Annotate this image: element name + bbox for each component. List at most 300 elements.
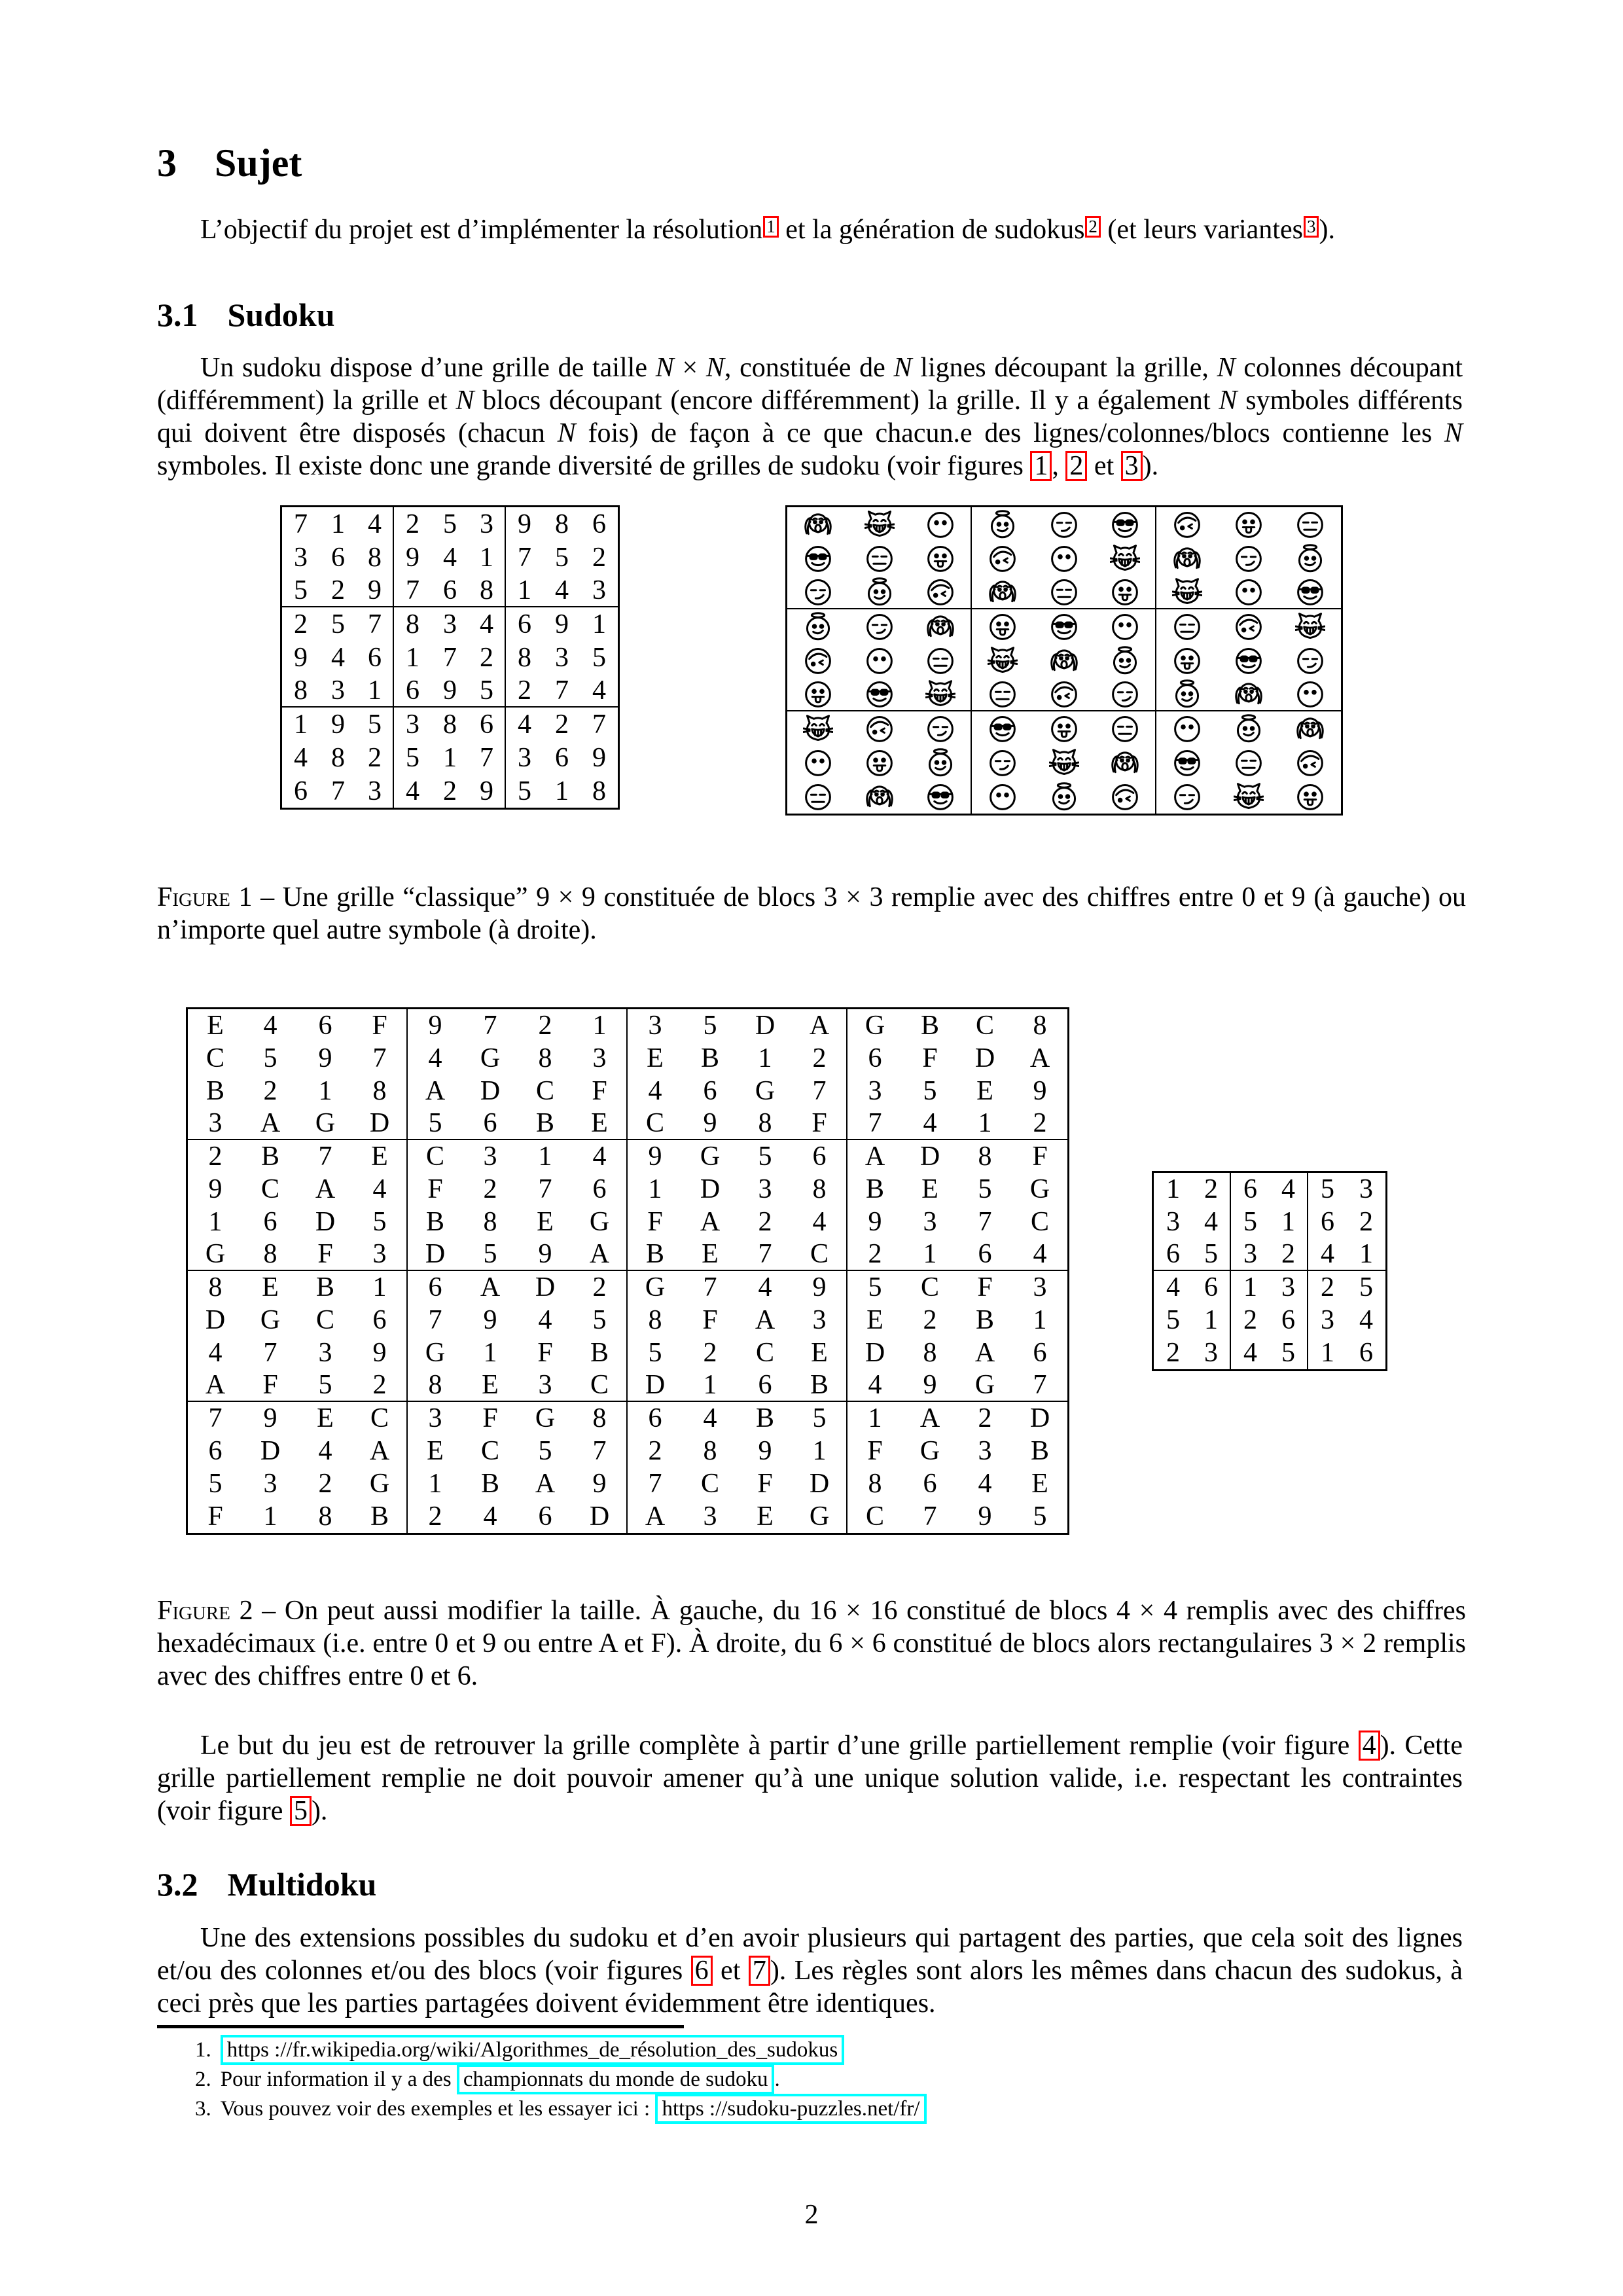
sudoku-cell: 3 (443, 609, 457, 639)
sudoku-cell: 6 (294, 776, 308, 806)
sudoku-cell: 5 (573, 1304, 628, 1336)
sudoku-cell: 3 (868, 1076, 882, 1106)
sudoku-cell (910, 507, 972, 541)
sudoku-cell: 8 (555, 509, 569, 539)
sudoku-grid-9x9-emoji (785, 505, 1343, 816)
sudoku-cell (1156, 541, 1218, 575)
sudoku-cell: 4 (902, 1107, 957, 1140)
sudoku-cell: 4 (353, 1173, 408, 1206)
sudoku-cell: E (921, 1174, 938, 1204)
footnote-1 (157, 2038, 1466, 2062)
sudoku-cell (1279, 643, 1341, 677)
sudoku-cell: F (793, 1107, 847, 1140)
sudoku-cell: 1 (1243, 1272, 1257, 1302)
sudoku-cell (1218, 643, 1279, 677)
sudoku-cell: 2 (1359, 1207, 1373, 1237)
sudoku-cell (1095, 745, 1156, 780)
footnote-number: 3. (195, 2097, 211, 2121)
sudoku-cell (1033, 609, 1095, 643)
sudoku-cell: 4 (543, 574, 580, 607)
sudoku-cell (787, 745, 849, 780)
sudoku-cell: 1 (1033, 1305, 1047, 1335)
sudoku-cell: 6 (648, 1403, 662, 1433)
sudoku-cell: 5 (1270, 1336, 1308, 1369)
sudoku-cell: 8 (331, 742, 345, 773)
emoji-halo-icon (1110, 645, 1140, 675)
sudoku-cell: A (974, 1338, 995, 1368)
sudoku-cell (849, 711, 910, 745)
sudoku-cell: 7 (331, 776, 345, 806)
sudoku-cell: 9 (573, 1467, 628, 1500)
sudoku-cell: 2 (758, 1207, 772, 1237)
sudoku-text: Un sudoku dispose d’une grille de taille N × N, constituée de N lignes découpant la grille, N colonnes découpant (différemment) la grille et N blocs découpant (encore différemment) la grille. Il y a également N symboles différents qui doivent être disposés (chacun N fois) de façon à ce que chacun.e des lignes/colonnes/blocs contienne les N symboles. Il existe donc une grande diversité de grilles de sudoku (voir figures (157, 353, 1463, 481)
sudoku-cell: 3 (555, 642, 569, 673)
sudoku-cell: 6 (1154, 1238, 1192, 1271)
sudoku-cell: B (425, 1207, 444, 1237)
sudoku-cell: 6 (538, 1501, 552, 1532)
sudoku-cell: 1 (1347, 1238, 1385, 1271)
sudoku-cell: 3 (518, 742, 531, 773)
sudoku-cell (1095, 575, 1156, 609)
sudoku-cell: D (315, 1207, 336, 1237)
sudoku-cell: C (573, 1369, 628, 1402)
emoji-smirk-icon (1295, 645, 1325, 675)
sudoku-cell: A (425, 1076, 446, 1106)
sudoku-cell (787, 541, 849, 575)
emoji-no-mouth-icon (803, 747, 833, 778)
sudoku-cell: E (353, 1140, 408, 1173)
sudoku-cell: 6 (208, 1436, 223, 1466)
emoji-wink-icon (1295, 747, 1325, 778)
subsection-title: Sudoku (227, 296, 335, 333)
sudoku-cell: G (260, 1305, 281, 1335)
intro-text: ). (1319, 215, 1335, 245)
emoji-wink-icon (1110, 781, 1140, 812)
goal-text: Le but du jeu est de retrouver la grille complète à partir d’une grille partiellement remplie (voir figure (200, 1731, 1359, 1761)
sudoku-cell: 1 (1166, 1174, 1180, 1204)
figure2-label: Figure 2 (157, 1596, 253, 1626)
sudoku-cell: 6 (357, 641, 394, 674)
sudoku-cell: 3 (353, 1238, 408, 1271)
sudoku-cell: 9 (357, 574, 394, 607)
sudoku-cell: 3 (580, 574, 618, 607)
emoji-sunglasses-icon (1172, 747, 1202, 778)
sudoku-cell: 2 (847, 1238, 902, 1271)
sudoku-cell (1279, 541, 1341, 575)
sudoku-cell: 5 (263, 1043, 277, 1073)
sudoku-cell (910, 745, 972, 780)
sudoku-cell (1279, 507, 1341, 541)
sudoku-cell: 2 (483, 1174, 497, 1204)
sudoku-cell: G (700, 1141, 721, 1172)
sudoku-cell: 4 (263, 1011, 277, 1041)
sudoku-cell: D (480, 1076, 501, 1106)
emoji-cat-grin-icon (1172, 577, 1202, 607)
sudoku-cell: A (188, 1369, 243, 1402)
sudoku-cell: 6 (703, 1076, 717, 1106)
sudoku-cell: 6 (463, 1107, 518, 1140)
sudoku-cell: 1 (331, 509, 345, 539)
footnote-rule (157, 2025, 684, 2028)
sudoku-cell: 4 (318, 1436, 332, 1466)
footnote-text: . (774, 2068, 780, 2091)
sudoku-cell: 6 (428, 1272, 442, 1302)
sudoku-cell: 9 (263, 1403, 277, 1433)
sudoku-cell: 1 (469, 541, 506, 574)
sudoku-cell: 8 (1033, 1011, 1047, 1041)
sudoku-cell: 3 (1166, 1207, 1180, 1237)
sudoku-cell: 9 (683, 1107, 738, 1140)
sudoku-cell: 6 (738, 1369, 793, 1402)
emoji-no-mouth-icon (1110, 611, 1140, 641)
sudoku-cell: 5 (463, 1238, 518, 1271)
emoji-no-mouth-icon (988, 781, 1018, 812)
emoji-halo-icon (1049, 781, 1079, 812)
sudoku-cell: 9 (294, 642, 308, 673)
emoji-tongue-out-icon (988, 611, 1018, 641)
sudoku-cell: 4 (331, 642, 345, 673)
figure-ref-4[interactable]: 4 (1359, 1731, 1380, 1761)
sudoku-cell (849, 643, 910, 677)
sudoku-cell: 6 (573, 1173, 628, 1206)
sudoku-cell (1218, 745, 1279, 780)
footnote-mark-3[interactable]: 3 (1304, 216, 1319, 238)
sudoku-cell: 1 (443, 742, 457, 773)
sudoku-cell: G (535, 1403, 556, 1433)
emoji-smirk-icon (1234, 543, 1264, 573)
sudoku-cell: 4 (1308, 1238, 1347, 1271)
sudoku-cell: D (408, 1238, 463, 1271)
emoji-wink-icon (1234, 611, 1264, 641)
sudoku-cell: 3 (1359, 1174, 1373, 1204)
sudoku-cell: 6 (1192, 1271, 1231, 1304)
sudoku-cell: 9 (902, 1369, 957, 1402)
sudoku-cell: 2 (1192, 1173, 1231, 1206)
sudoku-cell: 2 (443, 776, 457, 806)
sudoku-cell: 4 (573, 1140, 628, 1173)
sudoku-cell: F (427, 1174, 443, 1204)
sudoku-cell: 4 (580, 674, 618, 708)
sudoku-cell: 4 (1166, 1272, 1180, 1302)
sudoku-cell: 3 (1321, 1305, 1334, 1335)
sudoku-cell: G (865, 1011, 885, 1041)
sudoku-cell: 4 (1243, 1338, 1257, 1368)
sudoku-cell: 3 (428, 1403, 442, 1433)
emoji-tongue-out-icon (1295, 781, 1325, 812)
emoji-cat-grin-icon (1295, 611, 1325, 641)
sudoku-cell (910, 643, 972, 677)
sudoku-cell: 8 (648, 1305, 662, 1335)
sudoku-cell: 5 (331, 609, 345, 639)
sudoku-cell: C (315, 1305, 334, 1335)
sudoku-cell: 1 (483, 1338, 497, 1368)
sudoku-cell (787, 643, 849, 677)
goal-paragraph (157, 1729, 1463, 1827)
sudoku-cell: D (205, 1305, 226, 1335)
sudoku-cell (1033, 575, 1095, 609)
sudoku-cell (972, 575, 1033, 609)
sudoku-cell: 2 (294, 609, 308, 639)
footnote-link-wikipedia[interactable]: https ://fr.wikipedia.org/wiki/Algorithmes_de_résolution_des_sudokus (221, 2035, 844, 2065)
sudoku-cell: G (573, 1206, 628, 1238)
sudoku-cell: 5 (592, 642, 606, 673)
sudoku-cell: 5 (538, 1436, 552, 1466)
sudoku-cell: 4 (847, 1369, 902, 1402)
sudoku-cell: G (919, 1436, 940, 1466)
emoji-no-mouth-icon (1234, 577, 1264, 607)
emoji-smirk-icon (988, 747, 1018, 778)
emoji-wink-icon (865, 713, 895, 744)
sudoku-cell: A (645, 1501, 666, 1532)
sudoku-cell: 1 (555, 776, 569, 806)
sudoku-cell: 3 (1270, 1271, 1308, 1304)
sudoku-cell: 4 (469, 607, 506, 641)
emoji-scream-icon (865, 781, 895, 812)
sudoku-cell: B (755, 1403, 774, 1433)
sudoku-cell: F (702, 1305, 718, 1335)
sudoku-cell: 6 (394, 674, 431, 708)
sudoku-cell: E (317, 1403, 334, 1433)
intro-text: et la génération de sudokus (778, 215, 1085, 245)
sudoku-cell: 6 (592, 509, 606, 539)
sudoku-cell: 1 (357, 674, 394, 708)
figure-ref-1[interactable]: 1 (1030, 451, 1052, 481)
sudoku-cell: 7 (518, 542, 531, 573)
emoji-expressionless-icon (1234, 747, 1264, 778)
sudoku-cell: 2 (648, 1436, 662, 1466)
emoji-cat-grin-icon (988, 645, 1018, 675)
sudoku-cell: 2 (1166, 1338, 1180, 1368)
intro-text: (et leurs variantes (1100, 215, 1303, 245)
sudoku-cell: F (298, 1238, 353, 1271)
sudoku-cell (849, 541, 910, 575)
sudoku-cell (1033, 677, 1095, 711)
sudoku-cell: 6 (793, 1140, 847, 1173)
sudoku-cell: 7 (294, 509, 308, 539)
sudoku-cell (849, 677, 910, 711)
sudoku-cell: 7 (353, 1042, 408, 1075)
footnote-2 (157, 2068, 1466, 2091)
figure1-caption (157, 881, 1466, 946)
sudoku-cell: 6 (1321, 1207, 1334, 1237)
emoji-tongue-out-icon (925, 543, 955, 573)
sudoku-cell: 3 (483, 1141, 497, 1172)
sudoku-cell: C (425, 1141, 444, 1172)
sudoku-cell: 2 (555, 709, 569, 740)
sudoku-cell: D (535, 1272, 556, 1302)
sudoku-cell: 9 (318, 1043, 332, 1073)
sudoku-cell: 5 (923, 1076, 937, 1106)
sudoku-cell: 8 (443, 709, 457, 740)
emoji-no-mouth-icon (865, 645, 895, 675)
sudoku-cell: 9 (331, 709, 345, 740)
sudoku-cell: 1 (428, 1469, 442, 1499)
emoji-halo-icon (1172, 679, 1202, 709)
sudoku-cell: G (353, 1467, 408, 1500)
sudoku-cell (972, 677, 1033, 711)
sudoku-cell: 7 (1012, 1369, 1067, 1402)
sudoku-cell: 7 (648, 1469, 662, 1499)
sudoku-cell: 6 (1033, 1338, 1047, 1368)
sudoku-cell: 6 (431, 574, 469, 607)
sudoku-cell (1156, 575, 1218, 609)
sudoku-cell: 5 (1243, 1207, 1257, 1237)
figure-ref-7[interactable]: 7 (749, 1956, 770, 1986)
sudoku-cell (1156, 745, 1218, 780)
sudoku-cell: 6 (957, 1238, 1012, 1271)
sudoku-cell: 4 (294, 742, 308, 773)
sudoku-cell: B (920, 1011, 939, 1041)
emoji-halo-icon (925, 747, 955, 778)
sudoku-cell (972, 643, 1033, 677)
sudoku-cell: 3 (263, 1469, 277, 1499)
emoji-no-mouth-icon (925, 509, 955, 539)
sudoku-cell: G (298, 1107, 353, 1140)
sudoku-cell (849, 745, 910, 780)
sudoku-cell: C (480, 1436, 499, 1466)
sudoku-cell (1033, 745, 1095, 780)
sudoku-cell: A (315, 1174, 336, 1204)
sudoku-cell: E (757, 1501, 774, 1532)
sudoku-cell: F (482, 1403, 498, 1433)
sudoku-cell: D (573, 1500, 628, 1533)
sudoku-cell: C (755, 1338, 774, 1368)
footnote-link-championnats[interactable]: championnats du monde de sudoku (457, 2064, 775, 2094)
figure-ref-2[interactable]: 2 (1065, 451, 1087, 481)
emoji-sunglasses-icon (865, 679, 895, 709)
sudoku-cell: 4 (1012, 1238, 1067, 1271)
figure-ref-3[interactable]: 3 (1121, 451, 1143, 481)
section-title: Sujet (215, 141, 302, 185)
sudoku-cell: 1 (868, 1403, 882, 1433)
sudoku-cell: E (573, 1107, 628, 1140)
intro-paragraph (157, 213, 1466, 246)
sudoku-cell: 7 (738, 1238, 793, 1271)
sudoku-cell: B (793, 1369, 847, 1402)
emoji-smirk-icon (1110, 679, 1140, 709)
sudoku-cell (1218, 575, 1279, 609)
figure-ref-5[interactable]: 5 (290, 1796, 312, 1826)
emoji-smirk-icon (1049, 509, 1079, 539)
sudoku-cell: 3 (1231, 1238, 1270, 1271)
sudoku-cell: 1 (318, 1076, 332, 1106)
emoji-sunglasses-icon (1110, 509, 1140, 539)
footnote-mark-1[interactable]: 1 (763, 216, 779, 238)
multidoku-paragraph (157, 1922, 1463, 2020)
sudoku-text: , (1052, 451, 1066, 481)
sudoku-cell: 1 (793, 1435, 847, 1467)
sudoku-cell: 4 (428, 1043, 442, 1073)
emoji-scream-icon (1295, 713, 1325, 744)
emoji-expressionless-icon (1110, 713, 1140, 744)
sudoku-cell (1033, 711, 1095, 745)
sudoku-cell: 7 (318, 1141, 332, 1172)
sudoku-cell: 5 (469, 674, 506, 708)
sudoku-cell (1218, 780, 1279, 814)
sudoku-cell: B (975, 1305, 994, 1335)
sudoku-cell (1095, 780, 1156, 814)
sudoku-cell: 1 (294, 709, 308, 740)
emoji-wink-icon (1049, 679, 1079, 709)
emoji-smirk-icon (1172, 781, 1202, 812)
sudoku-cell: 3 (703, 1501, 717, 1532)
sudoku-cell (849, 507, 910, 541)
emoji-smirk-icon (865, 611, 895, 641)
sudoku-cell: D (865, 1338, 885, 1368)
footnotes (157, 2038, 1466, 2126)
sudoku-cell: 5 (357, 708, 394, 741)
sudoku-cell: 7 (793, 1075, 847, 1107)
emoji-cat-grin-icon (925, 679, 955, 709)
sudoku-cell: 1 (538, 1141, 552, 1172)
sudoku-cell (1279, 575, 1341, 609)
sudoku-cell: B (315, 1272, 334, 1302)
sudoku-cell: 3 (406, 709, 419, 740)
sudoku-cell (1218, 677, 1279, 711)
sudoku-cell: 2 (573, 1271, 628, 1304)
sudoku-cell: 9 (483, 1305, 497, 1335)
sudoku-grid-16x16 (186, 1007, 1069, 1535)
subsection-number: 3.1 (157, 296, 198, 333)
sudoku-cell: 9 (555, 609, 569, 639)
figure-ref-6[interactable]: 6 (691, 1956, 713, 1986)
sudoku-cell: D (755, 1011, 776, 1041)
sudoku-cell: 5 (648, 1338, 662, 1368)
sudoku-cell (787, 609, 849, 643)
sudoku-cell (972, 541, 1033, 575)
sudoku-cell: 7 (443, 642, 457, 673)
emoji-no-mouth-icon (1049, 543, 1079, 573)
sudoku-cell: 6 (353, 1304, 408, 1336)
sudoku-cell: F (353, 1009, 408, 1042)
footnote-mark-2[interactable]: 2 (1085, 216, 1101, 238)
sudoku-cell: B (260, 1141, 279, 1172)
sudoku-cell: 4 (518, 709, 531, 740)
sudoku-cell: 8 (353, 1075, 408, 1107)
sudoku-cell: F (647, 1207, 663, 1237)
footnote-link-sudoku-puzzles[interactable]: https ://sudoku-puzzles.net/fr/ (655, 2094, 926, 2124)
sudoku-cell: B (480, 1469, 499, 1499)
footnote-number: 1. (195, 2038, 211, 2062)
sudoku-cell (787, 507, 849, 541)
emoji-wink-icon (803, 645, 833, 675)
sudoku-cell: E (463, 1369, 518, 1402)
sudoku-cell: 2 (793, 1042, 847, 1075)
sudoku-cell: C (353, 1402, 408, 1435)
sudoku-cell (972, 507, 1033, 541)
sudoku-cell: 4 (758, 1272, 772, 1302)
emoji-cat-grin-icon (1049, 747, 1079, 778)
sudoku-cell: E (262, 1272, 279, 1302)
sudoku-cell: 8 (282, 674, 319, 708)
sudoku-cell: B (628, 1238, 683, 1271)
sudoku-cell: 4 (1359, 1305, 1373, 1335)
sudoku-cell: 2 (506, 674, 543, 708)
sudoku-cell: E (976, 1076, 993, 1106)
sudoku-cell: 4 (1270, 1173, 1308, 1206)
sudoku-cell: 1 (1321, 1338, 1334, 1368)
multidoku-text: Une des extensions possibles du sudoku et d’en avoir plusieurs qui partagent des parties, que cela soit des lignes et/ou des colonnes et/ou des blocs (voir figures (157, 1923, 1463, 1986)
sudoku-text: et (1087, 451, 1121, 481)
sudoku-cell: 3 (573, 1042, 628, 1075)
sudoku-cell: G (793, 1500, 847, 1533)
sudoku-cell: 1 (506, 574, 543, 607)
sudoku-cell: 7 (703, 1272, 717, 1302)
sudoku-cell: 3 (469, 507, 506, 541)
sudoku-cell: 2 (353, 1369, 408, 1402)
sudoku-cell (1033, 643, 1095, 677)
sudoku-cell: F (537, 1338, 553, 1368)
